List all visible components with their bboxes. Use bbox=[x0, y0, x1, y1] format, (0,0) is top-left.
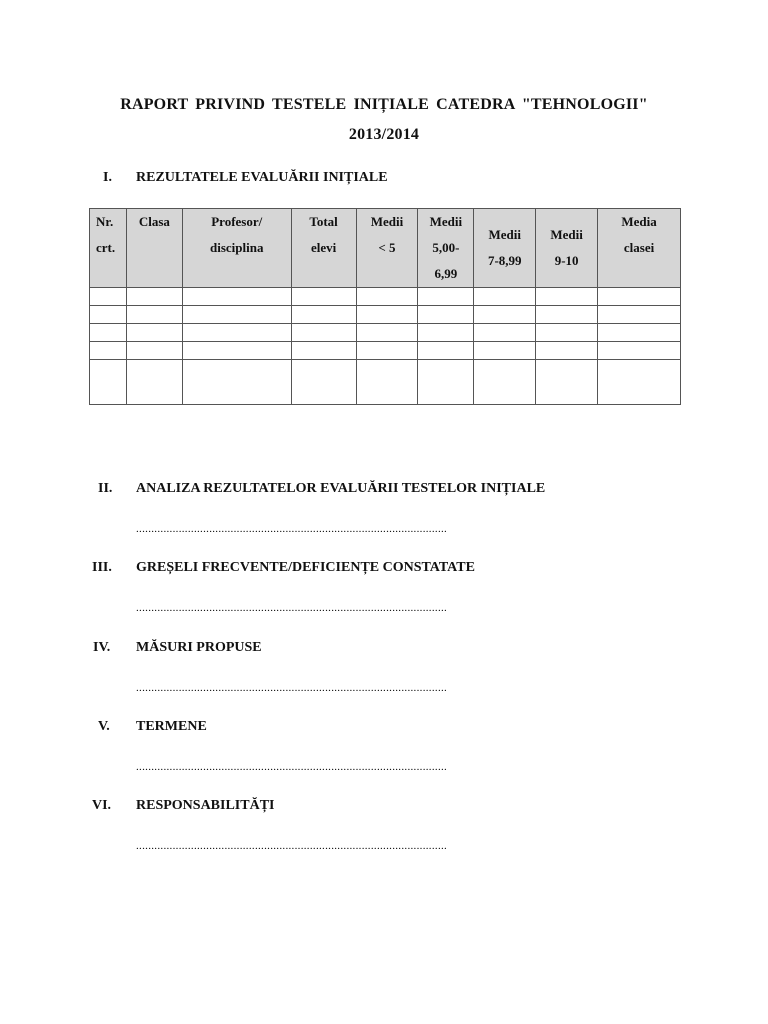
table-cell[interactable] bbox=[90, 360, 127, 405]
table-cell[interactable] bbox=[126, 342, 182, 360]
table-cell[interactable] bbox=[418, 360, 474, 405]
table-cell[interactable] bbox=[598, 324, 681, 342]
table-cell[interactable] bbox=[182, 306, 291, 324]
header-clasa: Clasa bbox=[126, 209, 182, 288]
table-cell[interactable] bbox=[536, 288, 598, 306]
table-cell[interactable] bbox=[90, 342, 127, 360]
table-cell[interactable] bbox=[536, 360, 598, 405]
header-nr-crt: Nr. crt. bbox=[90, 209, 127, 288]
header-profesor-disciplina: Profesor/ disciplina bbox=[182, 209, 291, 288]
table-cell[interactable] bbox=[291, 306, 356, 324]
table-cell[interactable] bbox=[536, 306, 598, 324]
section-6-number: VI. bbox=[92, 798, 112, 813]
table-cell[interactable] bbox=[598, 360, 681, 405]
table-cell[interactable] bbox=[474, 288, 536, 306]
table-cell[interactable] bbox=[418, 288, 474, 306]
section-4-title: MĂSURI PROPUSE bbox=[136, 640, 262, 655]
section-5-fill-line[interactable]: ...................................................................................................... bbox=[136, 761, 448, 773]
table-cell[interactable] bbox=[126, 324, 182, 342]
table-cell[interactable] bbox=[182, 324, 291, 342]
header-medii-5-6: Medii 5,00- 6,99 bbox=[418, 209, 474, 288]
table-cell[interactable] bbox=[474, 306, 536, 324]
table-cell[interactable] bbox=[598, 306, 681, 324]
table-row bbox=[90, 360, 681, 405]
table-cell[interactable] bbox=[474, 360, 536, 405]
header-medii-7-8: Medii 7-8,99 bbox=[474, 209, 536, 288]
results-table bbox=[89, 208, 681, 405]
section-4-fill-line[interactable]: ...................................................................................................... bbox=[136, 682, 448, 694]
section-3-title: GREȘELI FRECVENTE/DEFICIENȚE CONSTATATE bbox=[136, 560, 475, 575]
section-2-title: ANALIZA REZULTATELOR EVALUĂRII TESTELOR INIȚIALE bbox=[136, 481, 546, 496]
table-cell[interactable] bbox=[291, 342, 356, 360]
table-cell[interactable] bbox=[90, 288, 127, 306]
table-cell[interactable] bbox=[418, 342, 474, 360]
table-cell[interactable] bbox=[182, 342, 291, 360]
header-medii-sub-5: Medii < 5 bbox=[356, 209, 418, 288]
table-cell[interactable] bbox=[598, 288, 681, 306]
section-1-title: REZULTATELE EVALUĂRII INIȚIALE bbox=[136, 170, 388, 185]
table-cell[interactable] bbox=[356, 306, 418, 324]
table-cell[interactable] bbox=[474, 324, 536, 342]
table-cell[interactable] bbox=[291, 360, 356, 405]
header-total-elevi: Total elevi bbox=[291, 209, 356, 288]
table-cell[interactable] bbox=[126, 306, 182, 324]
table-row bbox=[90, 306, 681, 324]
table-cell[interactable] bbox=[356, 324, 418, 342]
table-cell[interactable] bbox=[126, 288, 182, 306]
section-3-fill-line[interactable]: ...................................................................................................... bbox=[136, 602, 448, 614]
table-cell[interactable] bbox=[418, 306, 474, 324]
section-5-title: TERMENE bbox=[136, 719, 207, 734]
table-cell[interactable] bbox=[90, 306, 127, 324]
table-row bbox=[90, 288, 681, 306]
table-cell[interactable] bbox=[126, 360, 182, 405]
section-6-title: RESPONSABILITĂȚI bbox=[136, 798, 275, 813]
table-row bbox=[90, 342, 681, 360]
table-cell[interactable] bbox=[356, 342, 418, 360]
report-title: RAPORT PRIVIND TESTELE INIȚIALE CATEDRA "TEHNOLOGII" bbox=[120, 96, 648, 113]
table-cell[interactable] bbox=[182, 288, 291, 306]
table-cell[interactable] bbox=[356, 360, 418, 405]
section-2-fill-line[interactable]: ...................................................................................................... bbox=[136, 523, 448, 535]
section-2-number: II. bbox=[98, 481, 113, 496]
table-cell[interactable] bbox=[536, 342, 598, 360]
table-cell[interactable] bbox=[291, 288, 356, 306]
table-cell[interactable] bbox=[536, 324, 598, 342]
table-cell[interactable] bbox=[182, 360, 291, 405]
report-year: 2013/2014 bbox=[348, 126, 420, 143]
section-4-number: IV. bbox=[93, 640, 111, 655]
table-cell[interactable] bbox=[598, 342, 681, 360]
section-3-number: III. bbox=[92, 560, 112, 575]
section-6-fill-line[interactable]: ...................................................................................................... bbox=[136, 840, 448, 852]
table-cell[interactable] bbox=[291, 324, 356, 342]
table-cell[interactable] bbox=[90, 324, 127, 342]
section-1-number: I. bbox=[103, 170, 112, 185]
section-5-number: V. bbox=[98, 719, 110, 734]
table-cell[interactable] bbox=[474, 342, 536, 360]
header-media-clasei: Media clasei bbox=[598, 209, 681, 288]
table-cell[interactable] bbox=[356, 288, 418, 306]
table-header-row bbox=[90, 209, 681, 288]
table-cell[interactable] bbox=[418, 324, 474, 342]
table-row bbox=[90, 324, 681, 342]
header-medii-9-10: Medii 9-10 bbox=[536, 209, 598, 288]
